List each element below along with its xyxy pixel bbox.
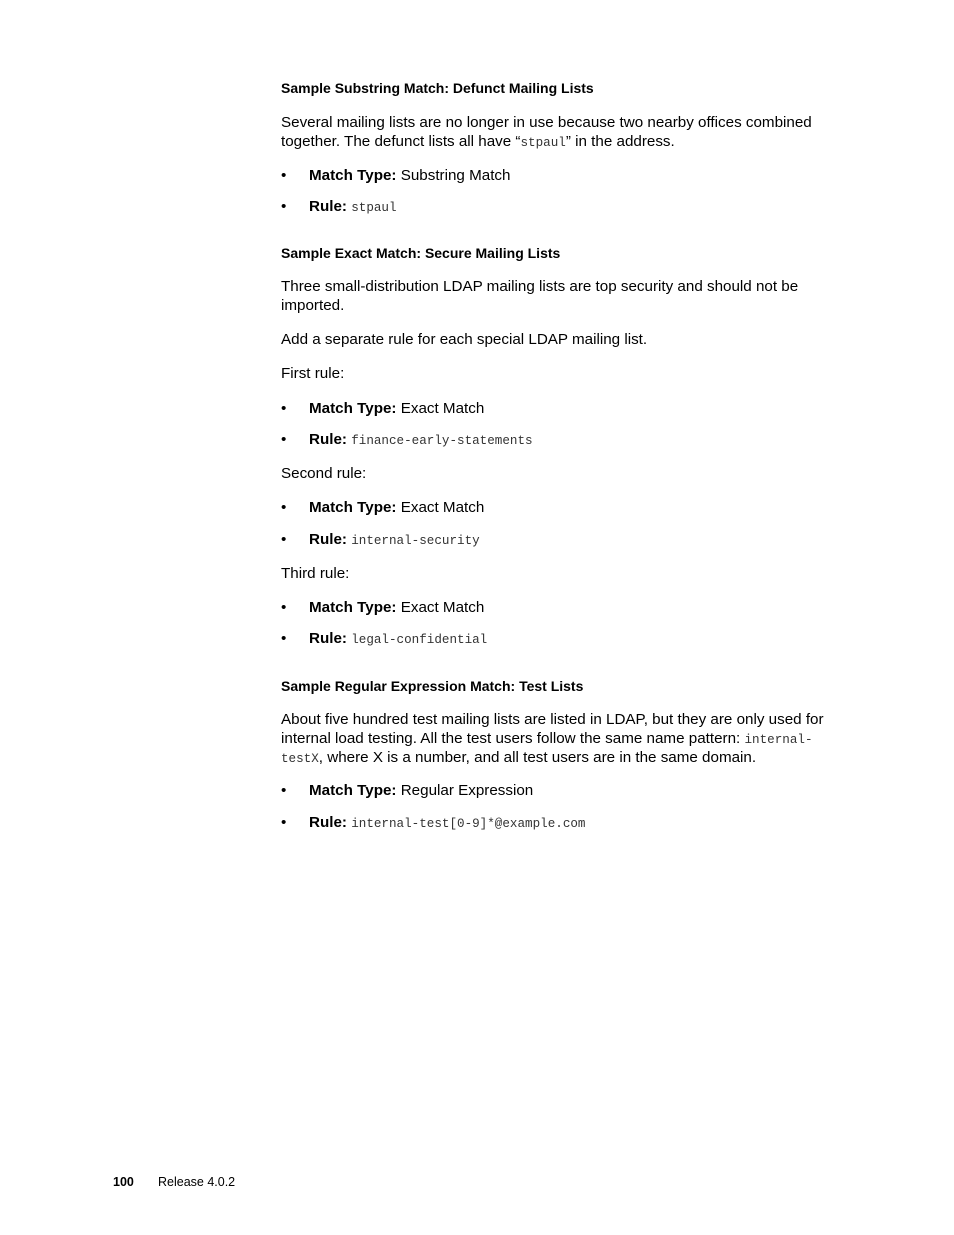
inline-code: internal- bbox=[744, 732, 813, 747]
bullet: • bbox=[281, 499, 287, 516]
bullet: • bbox=[281, 782, 287, 799]
bullet: • bbox=[281, 531, 287, 548]
section-heading-exact: Sample Exact Match: Secure Mailing Lists bbox=[281, 245, 561, 261]
inline-code: stpaul bbox=[351, 201, 397, 215]
bullet: • bbox=[281, 630, 287, 647]
inline-code: finance-early-statements bbox=[351, 434, 533, 448]
bullet: • bbox=[281, 431, 287, 448]
inline-code: legal-confidential bbox=[351, 633, 488, 647]
inline-code: internal-security bbox=[351, 534, 480, 548]
section-heading-regex: Sample Regular Expression Match: Test Lists bbox=[281, 678, 584, 694]
paragraph-defunct: Several mailing lists are no longer in use because two nearby offices combined together. The defunct lists all have “stpaul” in the address. bbox=[281, 114, 812, 150]
section-heading-defunct: Sample Substring Match: Defunct Mailing Lists bbox=[281, 80, 594, 96]
third-rule-label: Third rule: bbox=[281, 565, 350, 582]
paragraph-exact-2: Add a separate rule for each special LDAP mailing list. bbox=[281, 331, 648, 348]
inline-code: internal-test[0-9]*@example.com bbox=[351, 817, 586, 831]
paragraph-regex: About five hundred test mailing lists are listed in LDAP, but they are only used for internal load testing. All the test users follow the same name pattern: internal- testX, where X is a number, and all test users are in the same domain. bbox=[281, 711, 824, 766]
second-rule-label: Second rule: bbox=[281, 465, 367, 482]
bullet: • bbox=[281, 400, 287, 417]
page-number: 100 bbox=[113, 1175, 134, 1189]
inline-code: testX bbox=[281, 752, 319, 766]
release-label: Release 4.0.2 bbox=[158, 1175, 236, 1189]
bullet: • bbox=[281, 599, 287, 616]
first-rule-label: First rule: bbox=[281, 365, 345, 382]
bullet: • bbox=[281, 198, 287, 215]
bullet: • bbox=[281, 167, 287, 184]
paragraph-exact-1: Three small-distribution LDAP mailing lists are top security and should not be imported. bbox=[281, 278, 799, 314]
inline-code: stpaul bbox=[520, 135, 566, 150]
bullet: • bbox=[281, 814, 287, 831]
